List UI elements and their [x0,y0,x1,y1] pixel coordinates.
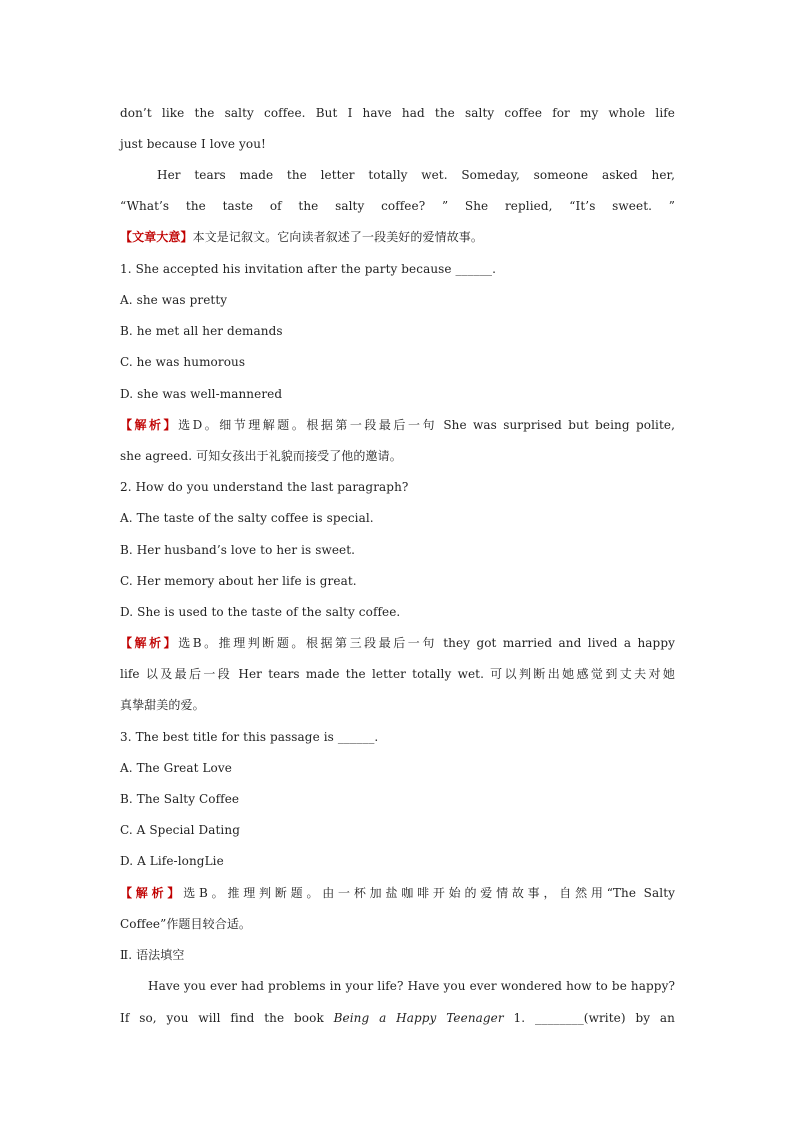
line-text-before: If so, you will find the book [120,1011,334,1025]
question-3-option-b: B. The Salty Coffee [120,792,240,806]
summary-text: 本文是记叙文。它向读者叙述了一段美好的爱情故事。 [192,230,484,244]
line-text-after: 1. ________(write) by an [503,1011,676,1025]
analysis-tag: 【解析】 [120,418,179,432]
question-2-option-d: D. She is used to the taste of the salty coffee. [120,605,401,619]
question-2-analysis-line-1 [120,635,675,651]
question-2-option-a: A. The taste of the salty coffee is special. [120,511,374,525]
question-1-analysis-line-1 [120,417,675,433]
analysis-tag: 【解析】 [120,886,184,900]
question-1-option-c: C. he was humorous [120,355,246,369]
analysis-tag: 【解析】 [120,636,179,650]
section-2-line-1: Have you ever had problems in your life? Have you ever wondered how to be happy? [148,979,675,993]
book-title: Being a Happy Teenager [333,1011,504,1025]
question-1-option-a: A. she was pretty [120,293,228,307]
section-2-line-2 [120,1010,675,1026]
analysis-text: 选B。推理判断题。根据第三段最后一句 they got married and lived a happy [178,636,676,650]
question-2-analysis-line-3: 真挚甜美的爱。 [120,698,205,712]
question-3-option-c: C. A Special Dating [120,823,240,837]
summary-tag: 【文章大意】 [120,230,193,244]
question-1-option-d: D. she was well-mannered [120,387,283,401]
passage-line-2: just because I love you! [120,137,266,151]
passage-line-4: “What’s the taste of the salty coffee? ” She replied, “It’s sweet. ” [120,199,675,213]
section-2-heading: Ⅱ. 语法填空 [120,948,185,962]
question-3-option-a: A. The Great Love [120,761,232,775]
question-2-stem: 2. How do you understand the last paragraph? [120,480,409,494]
question-1-option-b: B. he met all her demands [120,324,283,338]
analysis-text: 选B。推理判断题。由一杯加盐咖啡开始的爱情故事，自然用“The Salty [183,886,675,900]
passage-line-3: Her tears made the letter totally wet. Someday, someone asked her, [157,168,675,182]
question-1-stem: 1. She accepted his invitation after the party because ______. [120,262,497,276]
passage-line-1: don’t like the salty coffee. But I have had the salty coffee for my whole life [120,106,675,120]
question-2-analysis-line-2: life 以及最后一段 Her tears made the letter totally wet. 可以判断出她感觉到丈夫对她 [120,667,675,681]
question-3-analysis-line-1 [120,885,675,901]
question-3-option-d: D. A Life-longLie [120,854,224,868]
question-1-analysis-line-2: she agreed. 可知女孩出于礼貌而接受了他的邀请。 [120,449,402,463]
question-3-stem: 3. The best title for this passage is ______. [120,730,379,744]
question-2-option-b: B. Her husband’s love to her is sweet. [120,543,356,557]
analysis-text: 选D。细节理解题。根据第一段最后一句 She was surprised but being polite, [178,418,676,432]
question-2-option-c: C. Her memory about her life is great. [120,574,357,588]
article-summary [120,229,675,245]
question-3-analysis-line-2: Coffee”作题目较合适。 [120,917,252,931]
